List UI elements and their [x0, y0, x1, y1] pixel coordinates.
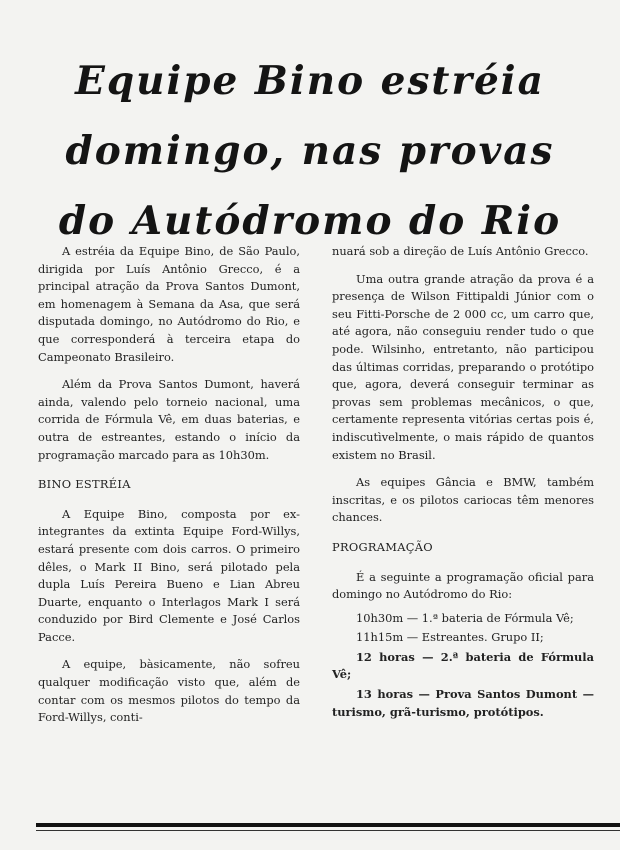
headline-line-3: do Autódromo do Rio	[58, 198, 562, 245]
schedule-item: 10h30m — 1.ª bateria de Fórmula Vê;	[356, 610, 574, 625]
section-heading-programacao: PROGRAMAÇÃO	[332, 539, 433, 554]
paragraph: A Equipe Bino, composta por ex-integrantes da extinta Equipe Ford-Willys, estará presente com dois carros. O primeiro dêles, o Mark II Bino, será pilotado pela dupla Luís Pereira Bueno e Lian Abreu Duarte, enquanto o Interlagos Mark I será conduzido por Bird Clemente e José Carlos Pacce.	[38, 506, 300, 644]
schedule-item: 12 horas — 2.ª bateria de Fórmula Vê;	[332, 649, 594, 682]
paragraph: A equipe, bàsicamente, não sofreu qualquer modificação visto que, além de contar com os mesmos pilotos do tempo da Ford-Willys, conti-	[38, 657, 300, 725]
schedule-item: 11h15m — Estreantes. Grupo II;	[356, 630, 544, 645]
paragraph: Além da Prova Santos Dumont, haverá ainda, valendo pelo torneio nacional, uma corrida de Fórmula Vê, em duas baterias, e outra de estreantes, estando o início da programação marcado para as 10h30m.	[38, 377, 300, 462]
schedule-list	[332, 610, 594, 722]
headline	[18, 46, 602, 256]
article-left-column	[38, 243, 300, 727]
paragraph: Uma outra grande atração da prova é a presença de Wilson Fittipaldi Júnior com o seu Fitti-Porsche de 2 000 cc, um carro que, até agora, não conseguiu render tudo o que pode. Wilsinho, entretanto, não participou das últimas corridas, preparando o protótipo que, agora, deverá conseguir terminar as provas sem problemas mecânicos, o que, certamente representa vitórias certas pois é, indiscutìvelmente, o mais rápido de quantos existem no Brasil.	[332, 271, 594, 462]
bottom-rule	[36, 823, 620, 827]
paragraph-continuation: nuará sob a direção de Luís Antônio Grecco.	[332, 244, 589, 258]
bottom-rule-thin	[36, 830, 620, 831]
section-heading-bino-estreia: BINO ESTRÉIA	[38, 477, 131, 492]
schedule-item: 13 horas — Prova Santos Dumont — turismo, grã-turismo, protótipos.	[332, 687, 594, 719]
headline-line-1: Equipe Bino estréia	[75, 58, 545, 105]
headline-line-2: domingo, nas provas	[65, 128, 555, 175]
paragraph: É a seguinte a programação oficial para domingo no Autódromo do Rio:	[332, 569, 594, 602]
article-right-column	[332, 243, 594, 721]
paragraph: A estréia da Equipe Bino, de São Paulo, dirigida por Luís Antônio Grecco, é a principal atração da Prova Santos Dumont, em homenagem à Semana da Asa, que será disputada domingo, no Autódromo do Rio, e que corresponderá à terceira etapa do Campeonato Brasileiro.	[38, 244, 300, 364]
paragraph: As equipes Gância e BMW, também inscritas, e os pilotos cariocas têm menores chances.	[332, 475, 594, 525]
